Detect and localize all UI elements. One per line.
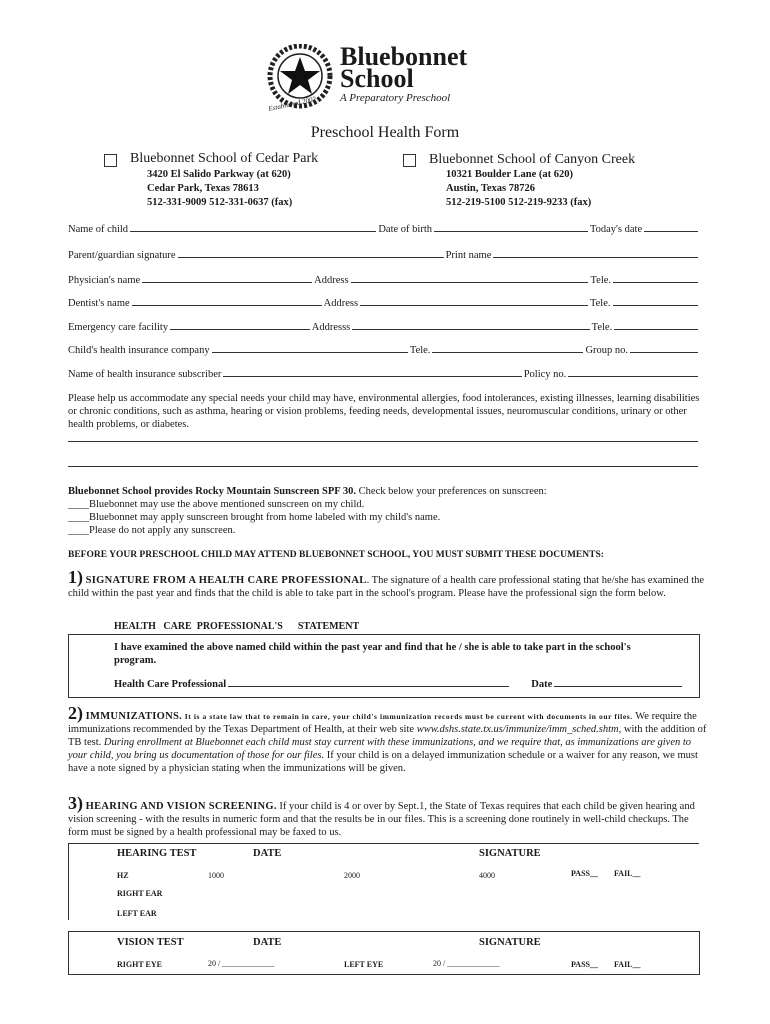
vision-test-box	[68, 931, 700, 975]
before-heading: BEFORE YOUR PRESCHOOL CHILD MAY ATTEND BLUEBONNET SCHOOL, YOU MUST SUBMIT THESE DOCUMENTS:	[68, 550, 604, 560]
freq-2000: 2000	[344, 871, 360, 880]
checkbox-cedar-park[interactable]	[104, 154, 117, 167]
row-child-info: Name of child Date of birth Today's date	[68, 224, 700, 235]
row-physician: Physician's name Address Tele.	[68, 275, 700, 286]
section-2: 2) IMMUNIZATIONS. It is a state law that to remain in care, your child's immunization records must be current with documents in our files. We require the immunizations recommended by the Texas Department of Health, at their web site www.dshs.state.tx.us/immunize/imm_sched.shtm, with the addition of TB test. During enrollment at Bluebonnet each child must stay current with these immunizations, and we require that, as immunizations are given to your child, you bring us documentation of those for our files. If your child is on a delayed immunization schedule or a waiver for any reason, we must have a note signed by a physician stating when the immunizations will be given.	[68, 703, 707, 774]
policy-no-field[interactable]	[568, 369, 698, 377]
checkbox-canyon-creek[interactable]	[403, 154, 416, 167]
physician-address-field[interactable]	[351, 275, 589, 283]
insurance-company-field[interactable]	[212, 345, 408, 353]
parent-signature-field[interactable]	[178, 250, 444, 258]
hcp-row: Health Care Professional Date	[114, 679, 684, 690]
special-needs-line-2[interactable]	[68, 466, 698, 467]
row-insurance: Child's health insurance company Tele. Group no.	[68, 345, 700, 356]
date-of-birth-field[interactable]	[434, 224, 588, 232]
hearing-signature-label: SIGNATURE	[479, 848, 541, 859]
logo-name-line1: Bluebonnet	[340, 42, 468, 71]
todays-date-field[interactable]	[644, 224, 698, 232]
left-eye-label: LEFT EYE	[344, 960, 384, 969]
statement-label: HEALTH CARE PROFESSIONAL'S STATEMENT	[114, 621, 360, 632]
sunscreen-option-1[interactable]: ____Bluebonnet may use the above mentioned sunscreen on my child.	[68, 499, 365, 510]
left-eye-value[interactable]: 20 / _____________	[433, 959, 500, 968]
hearing-pass[interactable]: PASS__	[571, 869, 598, 878]
sunscreen-option-3[interactable]: ____Please do not apply any sunscreen.	[68, 525, 236, 536]
location-canyon-creek-name: Bluebonnet School of Canyon Creek	[429, 152, 636, 167]
special-needs-line-1[interactable]	[68, 441, 698, 442]
hearing-test-box	[68, 843, 699, 920]
sunscreen-block: Bluebonnet School provides Rocky Mountain Sunscreen SPF 30. Check below your preferences on sunscreen: ____Bluebonnet may use the above mentioned sunscreen on my child. ____Bluebonnet may apply sunscreen brought from home labeled with my child's name. ____Please do not apply any sunscreen.	[68, 486, 547, 536]
right-eye-value[interactable]: 20 / _____________	[208, 959, 275, 968]
section-1: 1) SIGNATURE FROM A HEALTH CARE PROFESSIONAL. The signature of a health care professional stating that he/she has examined the child within the past year and finds that the child is able to take part in the school's program. Please have the professional sign the form below.	[68, 567, 705, 599]
right-ear-label: RIGHT EAR	[117, 889, 163, 898]
name-of-child-field[interactable]	[130, 224, 376, 232]
hz-label: HZ	[117, 871, 129, 880]
logo-name-line2: School	[340, 64, 414, 93]
row-emergency: Emergency care facility Addresss Tele.	[68, 322, 700, 333]
location-canyon-creek-address: 10321 Boulder Lane (at 620) Austin, Texas 78726 512-219-5100 512-219-9233 (fax)	[446, 169, 592, 208]
section-3: 3) HEARING AND VISION SCREENING. If your child is 4 or over by Sept.1, the State of Texas requires that each child be given hearing and vision screening - with the results in numeric form and that the results be in our files. This is a screening done routinely in well-child checkups. The form must be signed by a health professional may be faxed to us.	[68, 793, 695, 838]
statement-text: I have examined the above named child within the past year and find that he / she is able to take part in the school's program.	[114, 642, 631, 666]
row-parent: Parent/guardian signature Print name	[68, 250, 700, 261]
hearing-date-label: DATE	[253, 848, 282, 859]
row-dentist: Dentist's name Address Tele.	[68, 298, 700, 309]
emergency-facility-field[interactable]	[170, 322, 310, 330]
hearing-fail[interactable]: FAIL__	[614, 869, 641, 878]
location-cedar-park-name: Bluebonnet School of Cedar Park	[130, 151, 319, 166]
left-ear-label: LEFT EAR	[117, 909, 157, 918]
freq-1000: 1000	[208, 871, 224, 880]
row-subscriber: Name of health insurance subscriber Policy no.	[68, 369, 700, 380]
hcp-date-field[interactable]	[554, 679, 682, 687]
physician-name-field[interactable]	[142, 275, 312, 283]
sunscreen-option-2[interactable]: ____Bluebonnet may apply sunscreen brought from home labeled with my child's name.	[68, 512, 441, 523]
statement-box	[68, 634, 700, 698]
hcp-signature-field[interactable]	[228, 679, 509, 687]
subscriber-field[interactable]	[223, 369, 521, 377]
right-eye-label: RIGHT EYE	[117, 960, 162, 969]
emergency-tele-field[interactable]	[614, 322, 698, 330]
dentist-tele-field[interactable]	[613, 298, 698, 306]
vision-signature-label: SIGNATURE	[479, 937, 541, 948]
print-name-field[interactable]	[493, 250, 698, 258]
vision-title: VISION TEST	[117, 937, 184, 948]
insurance-tele-field[interactable]	[432, 345, 583, 353]
dentist-name-field[interactable]	[132, 298, 322, 306]
logo-tagline: A Preparatory Preschool	[340, 92, 451, 104]
special-needs-text: Please help us accommodate any special needs your child may have, environmental allergies, food intolerances, existing illnesses, learning disabilities or chronic conditions, such as asthma, hearing or vision problems, feeding needs, developmental issues, neuromuscular conditions, urinary or other health problems, or diabetes.	[68, 393, 700, 430]
page-title: Preschool Health Form	[310, 124, 460, 141]
group-no-field[interactable]	[630, 345, 698, 353]
freq-4000: 4000	[479, 871, 495, 880]
vision-date-label: DATE	[253, 937, 282, 948]
school-logo	[264, 42, 494, 113]
location-cedar-park-address: 3420 El Salido Parkway (at 620) Cedar Park, Texas 78613 512-331-9009 512-331-0637 (fax)	[147, 169, 293, 208]
hearing-title: HEARING TEST	[117, 848, 197, 859]
vision-fail[interactable]: FAIL__	[614, 960, 641, 969]
vision-pass[interactable]: PASS__	[571, 960, 598, 969]
physician-tele-field[interactable]	[613, 275, 698, 283]
emergency-address-field[interactable]	[352, 322, 589, 330]
dentist-address-field[interactable]	[360, 298, 588, 306]
seal-text: Established 2002	[267, 95, 317, 113]
